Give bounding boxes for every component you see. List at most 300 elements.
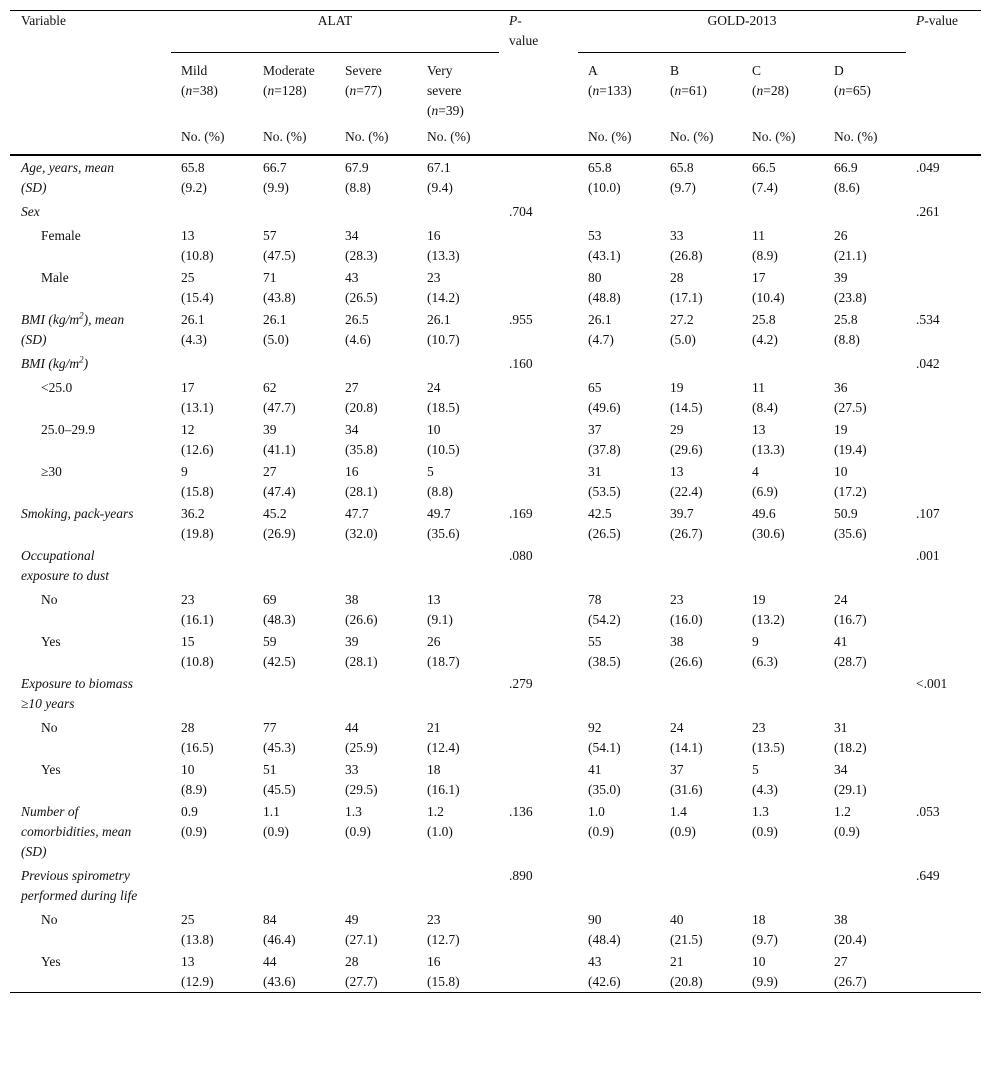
gold-pvalue xyxy=(906,716,981,758)
cell-percent: (15.8) xyxy=(427,974,460,989)
data-cell xyxy=(660,950,742,993)
data-cell xyxy=(171,502,253,544)
cell-value: 11 xyxy=(752,380,765,395)
cell-value: 10 xyxy=(427,422,441,437)
data-cell xyxy=(335,758,417,800)
data-cell xyxy=(660,758,742,800)
data-cell xyxy=(417,544,499,588)
data-cell xyxy=(335,864,417,908)
data-cell xyxy=(824,352,906,376)
cell-value: 19 xyxy=(834,422,848,437)
cell-percent: (35.6) xyxy=(834,526,867,541)
cell-percent: (7.4) xyxy=(752,180,778,195)
cell-percent: (28.1) xyxy=(345,484,378,499)
cell-percent: (35.0) xyxy=(588,782,621,797)
cell-percent: (28.7) xyxy=(834,654,867,669)
row-label: Age, years, mean (SD) xyxy=(21,160,114,195)
alat-col-header xyxy=(335,55,417,127)
cell-percent: (13.3) xyxy=(752,442,785,457)
data-cell xyxy=(253,544,335,588)
cell-percent: (29.5) xyxy=(345,782,378,797)
cell-percent: (17.2) xyxy=(834,484,867,499)
data-cell xyxy=(335,308,417,352)
alat-pvalue xyxy=(499,155,578,200)
data-cell xyxy=(742,544,824,588)
column-name: D xyxy=(834,63,844,78)
data-cell xyxy=(417,224,499,266)
column-n: (n=28) xyxy=(752,83,789,98)
gold-pvalue xyxy=(906,266,981,308)
table-body xyxy=(10,155,981,993)
cell-value: 41 xyxy=(834,634,848,649)
cell-percent: (14.5) xyxy=(670,400,703,415)
cell-value: 10 xyxy=(181,762,195,777)
data-cell xyxy=(171,758,253,800)
cell-percent: (42.6) xyxy=(588,974,621,989)
cell-percent: (5.0) xyxy=(670,332,696,347)
cell-percent: (9.2) xyxy=(181,180,207,195)
cell-value: 17 xyxy=(181,380,195,395)
data-cell xyxy=(824,800,906,864)
data-cell xyxy=(824,308,906,352)
cell-percent: (45.3) xyxy=(263,740,296,755)
data-cell xyxy=(171,352,253,376)
cell-percent: (13.1) xyxy=(181,400,214,415)
cell-value: 71 xyxy=(263,270,277,285)
cell-value: 26.1 xyxy=(588,312,612,327)
alat-pvalue xyxy=(499,758,578,800)
cell-value: 13 xyxy=(670,464,684,479)
alat-pvalue xyxy=(499,376,578,418)
cell-percent: (26.8) xyxy=(670,248,703,263)
data-cell xyxy=(171,200,253,224)
cell-percent: (43.1) xyxy=(588,248,621,263)
cell-percent: (27.7) xyxy=(345,974,378,989)
cell-value: 4 xyxy=(752,464,759,479)
data-cell xyxy=(660,200,742,224)
cell-value: 26.1 xyxy=(263,312,287,327)
data-cell xyxy=(824,544,906,588)
data-cell xyxy=(171,672,253,716)
data-cell xyxy=(253,672,335,716)
cell-value: 44 xyxy=(263,954,277,969)
cell-value: 24 xyxy=(834,592,848,607)
data-cell xyxy=(660,376,742,418)
gold-col-header xyxy=(742,55,824,127)
data-cell xyxy=(824,460,906,502)
cell-value: 11 xyxy=(752,228,765,243)
cell-value: 34 xyxy=(345,228,359,243)
data-cell xyxy=(660,502,742,544)
cell-percent: (26.5) xyxy=(588,526,621,541)
data-cell xyxy=(335,155,417,200)
alat-pvalue xyxy=(499,460,578,502)
cell-value: 45.2 xyxy=(263,506,287,521)
cell-value: 67.1 xyxy=(427,160,451,175)
data-cell xyxy=(578,266,660,308)
gold-pvalue: <.001 xyxy=(916,676,948,691)
cell-value: 42.5 xyxy=(588,506,612,521)
cell-value: 34 xyxy=(345,422,359,437)
data-cell xyxy=(742,155,824,200)
data-cell xyxy=(253,502,335,544)
data-cell xyxy=(417,672,499,716)
data-cell xyxy=(417,308,499,352)
table-row xyxy=(10,544,981,588)
cell-percent: (13.8) xyxy=(181,932,214,947)
data-cell xyxy=(824,155,906,200)
data-cell xyxy=(253,630,335,672)
column-n: (n=128) xyxy=(263,83,307,98)
data-cell xyxy=(660,352,742,376)
table-row xyxy=(10,588,981,630)
gold-pvalue: .649 xyxy=(916,868,940,883)
data-cell xyxy=(417,352,499,376)
cell-percent: (27.1) xyxy=(345,932,378,947)
data-cell xyxy=(253,376,335,418)
cell-value: 31 xyxy=(834,720,848,735)
data-cell xyxy=(171,800,253,864)
table-row xyxy=(10,950,981,993)
cell-value: 13 xyxy=(427,592,441,607)
cell-percent: (32.0) xyxy=(345,526,378,541)
data-cell xyxy=(742,672,824,716)
data-cell xyxy=(824,864,906,908)
unit-label: No. (%) xyxy=(588,129,632,144)
cell-percent: (47.4) xyxy=(263,484,296,499)
cell-value: 28 xyxy=(345,954,359,969)
cell-percent: (0.9) xyxy=(345,824,371,839)
cell-percent: (9.9) xyxy=(263,180,289,195)
cell-percent: (38.5) xyxy=(588,654,621,669)
alat-pvalue xyxy=(499,716,578,758)
cell-percent: (13.2) xyxy=(752,612,785,627)
data-cell xyxy=(578,460,660,502)
cell-percent: (10.8) xyxy=(181,248,214,263)
cell-value: 77 xyxy=(263,720,277,735)
data-cell xyxy=(417,758,499,800)
row-label: Female xyxy=(41,228,81,243)
data-cell xyxy=(742,352,824,376)
cell-value: 28 xyxy=(181,720,195,735)
cell-percent: (13.3) xyxy=(427,248,460,263)
cell-percent: (9.7) xyxy=(670,180,696,195)
data-cell xyxy=(253,224,335,266)
cell-value: 10 xyxy=(752,954,766,969)
data-cell xyxy=(578,588,660,630)
cell-percent: (48.4) xyxy=(588,932,621,947)
cell-value: 18 xyxy=(752,912,766,927)
cell-value: 1.2 xyxy=(834,804,851,819)
table-row xyxy=(10,908,981,950)
cell-percent: (18.5) xyxy=(427,400,460,415)
gold-pvalue xyxy=(906,376,981,418)
gold-pvalue: .261 xyxy=(916,204,940,219)
data-cell xyxy=(171,460,253,502)
data-cell xyxy=(417,630,499,672)
data-cell xyxy=(578,155,660,200)
data-cell xyxy=(578,502,660,544)
gold-pvalue xyxy=(906,460,981,502)
alat-pvalue xyxy=(499,418,578,460)
cell-value: 66.9 xyxy=(834,160,858,175)
cell-percent: (48.3) xyxy=(263,612,296,627)
cell-value: 26.1 xyxy=(427,312,451,327)
data-cell xyxy=(660,155,742,200)
gold-pvalue: .042 xyxy=(916,356,940,371)
data-cell xyxy=(417,376,499,418)
gold-pvalue: .107 xyxy=(916,506,940,521)
cell-percent: (8.8) xyxy=(345,180,371,195)
cell-value: 65.8 xyxy=(588,160,612,175)
data-cell xyxy=(171,588,253,630)
cell-percent: (29.1) xyxy=(834,782,867,797)
cell-value: 57 xyxy=(263,228,277,243)
table-row xyxy=(10,864,981,908)
cell-percent: (26.5) xyxy=(345,290,378,305)
data-cell xyxy=(171,376,253,418)
cell-value: 51 xyxy=(263,762,277,777)
data-cell xyxy=(578,200,660,224)
cell-value: 23 xyxy=(752,720,766,735)
table-row xyxy=(10,418,981,460)
cell-value: 33 xyxy=(345,762,359,777)
alat-pvalue: .160 xyxy=(509,356,533,371)
row-label: No xyxy=(41,912,58,927)
cell-value: 28 xyxy=(670,270,684,285)
cell-value: 27 xyxy=(263,464,277,479)
gold-pvalue: .053 xyxy=(916,804,940,819)
data-cell xyxy=(253,758,335,800)
cell-percent: (35.8) xyxy=(345,442,378,457)
alat-pvalue xyxy=(499,630,578,672)
data-cell xyxy=(417,864,499,908)
data-cell xyxy=(578,308,660,352)
data-cell xyxy=(742,266,824,308)
cell-percent: (0.9) xyxy=(670,824,696,839)
data-cell xyxy=(742,800,824,864)
data-cell xyxy=(335,266,417,308)
alat-col-header xyxy=(253,55,335,127)
row-label: ≥30 xyxy=(41,464,62,479)
cell-value: 19 xyxy=(670,380,684,395)
row-label: Smoking, pack-years xyxy=(21,506,134,521)
cell-value: 24 xyxy=(427,380,441,395)
unit-label: No. (%) xyxy=(181,129,225,144)
cell-value: 65 xyxy=(588,380,602,395)
gold-pvalue: .001 xyxy=(916,548,940,563)
cell-percent: (0.9) xyxy=(588,824,614,839)
cell-value: 26 xyxy=(427,634,441,649)
data-cell xyxy=(253,460,335,502)
column-n: (n=38) xyxy=(181,83,218,98)
cell-value: 19 xyxy=(752,592,766,607)
cell-value: 36 xyxy=(834,380,848,395)
cell-value: 25 xyxy=(181,270,195,285)
cell-percent: (48.8) xyxy=(588,290,621,305)
data-cell xyxy=(417,155,499,200)
cell-percent: (4.6) xyxy=(345,332,371,347)
data-cell xyxy=(578,758,660,800)
gold-pvalue xyxy=(906,588,981,630)
cell-percent: (26.6) xyxy=(670,654,703,669)
table-frame xyxy=(10,10,981,1056)
cell-value: 29 xyxy=(670,422,684,437)
alat-pvalue: .704 xyxy=(509,204,533,219)
data-cell xyxy=(253,800,335,864)
cell-percent: (0.9) xyxy=(181,824,207,839)
data-cell xyxy=(578,544,660,588)
data-cell xyxy=(660,544,742,588)
cell-value: 9 xyxy=(752,634,759,649)
data-cell xyxy=(335,716,417,758)
cell-value: 65.8 xyxy=(670,160,694,175)
cell-value: 38 xyxy=(834,912,848,927)
table-row xyxy=(10,460,981,502)
data-cell xyxy=(824,376,906,418)
unit-label: No. (%) xyxy=(752,129,796,144)
data-cell xyxy=(742,630,824,672)
gold-col-header xyxy=(824,55,906,127)
data-cell xyxy=(824,266,906,308)
unit-label: No. (%) xyxy=(263,129,307,144)
table-row xyxy=(10,155,981,200)
column-name: B xyxy=(670,63,680,78)
cell-value: 49.7 xyxy=(427,506,451,521)
cell-value: 39 xyxy=(263,422,277,437)
cell-value: 16 xyxy=(427,228,441,243)
cell-value: 27 xyxy=(345,380,359,395)
gold-pvalue xyxy=(906,950,981,993)
cell-value: 47.7 xyxy=(345,506,369,521)
cell-percent: (10.5) xyxy=(427,442,460,457)
cell-value: 55 xyxy=(588,634,602,649)
data-cell xyxy=(578,800,660,864)
cell-percent: (43.8) xyxy=(263,290,296,305)
data-cell xyxy=(335,460,417,502)
data-cell xyxy=(660,224,742,266)
cell-percent: (29.6) xyxy=(670,442,703,457)
cell-percent: (8.8) xyxy=(834,332,860,347)
row-label: BMI $(kg/m^2)$, mean (SD) xyxy=(21,310,125,347)
cell-value: 33 xyxy=(670,228,684,243)
column-n: (n=133) xyxy=(588,83,632,98)
row-label: Yes xyxy=(41,954,61,969)
cell-percent: (5.0) xyxy=(263,332,289,347)
cell-value: 9 xyxy=(181,464,188,479)
data-cell xyxy=(660,672,742,716)
data-cell xyxy=(824,672,906,716)
cell-percent: (23.8) xyxy=(834,290,867,305)
data-cell xyxy=(171,950,253,993)
unit-label: No. (%) xyxy=(427,129,471,144)
alat-pvalue xyxy=(499,588,578,630)
cell-percent: (43.6) xyxy=(263,974,296,989)
cell-value: 90 xyxy=(588,912,602,927)
alat-col-header xyxy=(417,55,499,127)
cell-percent: (10.7) xyxy=(427,332,460,347)
column-n: (n=77) xyxy=(345,83,382,98)
row-label: No xyxy=(41,592,58,607)
data-cell xyxy=(578,672,660,716)
column-name: Mild xyxy=(181,63,208,78)
cell-percent: (19.8) xyxy=(181,526,214,541)
cell-value: 23 xyxy=(427,270,441,285)
cell-percent: (16.5) xyxy=(181,740,214,755)
cell-percent: (16.0) xyxy=(670,612,703,627)
cell-percent: (18.2) xyxy=(834,740,867,755)
cell-value: 53 xyxy=(588,228,602,243)
data-cell xyxy=(742,460,824,502)
alat-pvalue: .955 xyxy=(509,312,533,327)
data-cell xyxy=(824,200,906,224)
data-cell xyxy=(660,908,742,950)
cell-value: 43 xyxy=(588,954,602,969)
data-cell xyxy=(171,224,253,266)
data-cell xyxy=(742,418,824,460)
table-row xyxy=(10,376,981,418)
row-label: Occupational exposure to dust xyxy=(21,548,109,583)
cell-percent: (12.9) xyxy=(181,974,214,989)
cell-percent: (12.7) xyxy=(427,932,460,947)
data-cell xyxy=(335,418,417,460)
cell-value: 84 xyxy=(263,912,277,927)
data-cell xyxy=(335,224,417,266)
cell-percent: (12.6) xyxy=(181,442,214,457)
alat-pvalue: .080 xyxy=(509,548,533,563)
cell-value: 23 xyxy=(670,592,684,607)
alat-pvalue: .279 xyxy=(509,676,533,691)
data-cell xyxy=(335,908,417,950)
table-row xyxy=(10,224,981,266)
cell-value: 80 xyxy=(588,270,602,285)
cell-value: 49.6 xyxy=(752,506,776,521)
column-n: (n=39) xyxy=(427,103,464,118)
data-cell xyxy=(742,224,824,266)
data-cell xyxy=(335,200,417,224)
cell-percent: (25.9) xyxy=(345,740,378,755)
cell-value: 59 xyxy=(263,634,277,649)
cell-value: 21 xyxy=(670,954,684,969)
cell-percent: (18.7) xyxy=(427,654,460,669)
data-cell xyxy=(660,716,742,758)
cell-value: 25.8 xyxy=(834,312,858,327)
cell-value: 78 xyxy=(588,592,602,607)
row-label: Sex xyxy=(21,204,40,219)
cell-percent: (14.2) xyxy=(427,290,460,305)
data-cell xyxy=(660,800,742,864)
cell-value: 1.1 xyxy=(263,804,280,819)
gold-pvalue: .534 xyxy=(916,312,940,327)
cell-value: 62 xyxy=(263,380,277,395)
gold-pvalue xyxy=(906,224,981,266)
row-label: <25.0 xyxy=(41,380,73,395)
cell-percent: (16.1) xyxy=(427,782,460,797)
data-cell xyxy=(253,155,335,200)
data-cell xyxy=(335,502,417,544)
cell-percent: (22.4) xyxy=(670,484,703,499)
table-row xyxy=(10,502,981,544)
cell-percent: (0.9) xyxy=(752,824,778,839)
cell-percent: (0.9) xyxy=(263,824,289,839)
column-name: Severe xyxy=(345,63,382,78)
cell-value: 38 xyxy=(345,592,359,607)
cell-percent: (35.6) xyxy=(427,526,460,541)
cell-percent: (49.6) xyxy=(588,400,621,415)
cell-value: 25.8 xyxy=(752,312,776,327)
data-cell xyxy=(417,460,499,502)
data-cell xyxy=(335,588,417,630)
